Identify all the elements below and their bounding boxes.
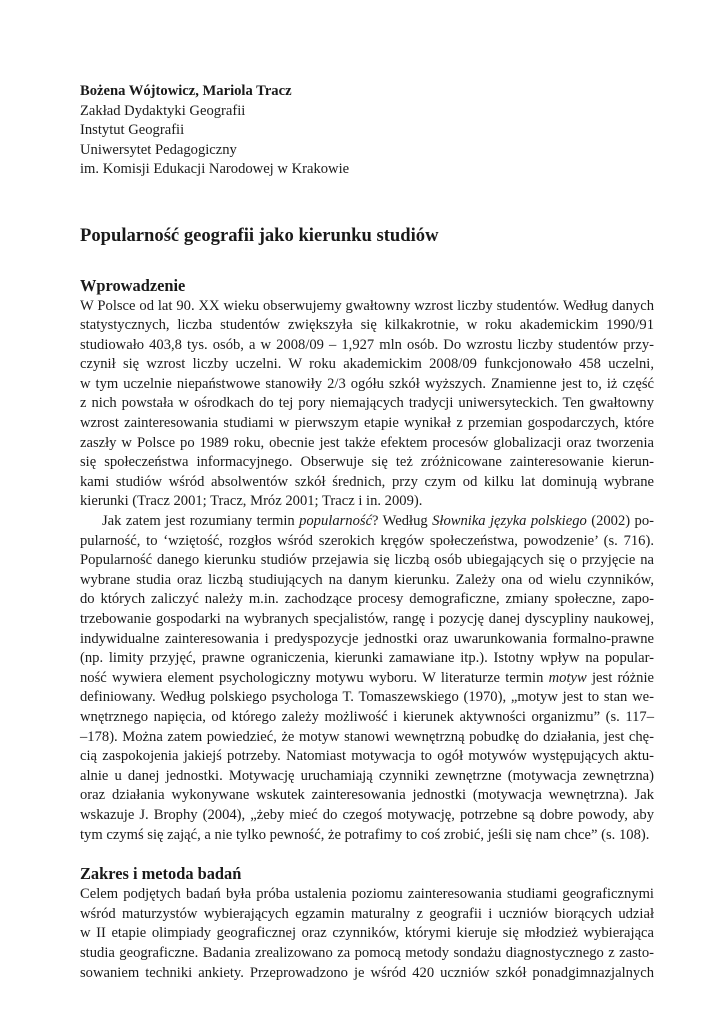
text-line: trzebowanie gospodarki na wybranych specjalistów, rangę i pozycję danej dyscypliny naukowej, (80, 611, 654, 627)
text-line: zaszły w Polsce po 1989 roku, obecnie jest także efektem procesów globalizacji oraz tworzenia (80, 434, 654, 451)
text-line: statystycznych, liczba studentów zwiększyła się kilkakrotnie, w roku akademickim 1990/91 (80, 317, 654, 334)
paragraph (80, 512, 654, 845)
document-page (80, 82, 654, 983)
text-line: studia geograficzne. Badania zrealizowano za pomocą metody sondażu diagnostycznego z zasto- (80, 944, 654, 961)
text-line: wskazuje J. Brophy (2004), „żeby mieć do czegoś motywację, potrzebne są dobre powody, aby (80, 806, 654, 823)
affiliation-line: Uniwersytet Pedagogiczny (80, 141, 237, 158)
text-line: (np. limity przyjęć, prawne ograniczenia, kierunki zamawiane itp.). Istotny wpływ na popular- (80, 650, 654, 667)
article-body (80, 275, 654, 984)
text-line: w tym uczelnie niepaństwowe stanowiły 2/3 ogółu szkół wyższych. Znamienne jest to, iż część (80, 375, 654, 392)
text-line: alnie u danej jednostki. Motywację uruchamiają czynniki zewnętrzne (motywacja zewnętrzna) (80, 767, 654, 784)
section-heading: Wprowadzenie (80, 275, 186, 295)
text-line: czynił się wzrost liczby uczelni. W roku akademickim 2008/09 funkcjonowało 458 uczelni, (80, 356, 654, 373)
text-line: pularność, to ‘wziętość, rozgłos wśród szerokich kręgów społeczeństwa, powodzenie’ (s. 716). (80, 532, 654, 549)
text-line: indywidualne zainteresowania i predyspozycje jednostki oraz uwarunkowania formalno-prawne (80, 630, 654, 647)
text-line: wnętrznego napięcia, od którego zależy możliwość i kierunek aktywności organizmu” (s. 117– (80, 708, 654, 725)
text-line: do których zaliczyć należy m.in. zachodzące procesy demograficzne, zmiany społeczne, zapo- (80, 591, 654, 608)
text-line: z nich powstała w ośrodkach do tej pory niemających tradycji uniwersyteckich. Ten gwałtowny (80, 395, 654, 412)
text-line: sowaniem techniki ankiety. Przeprowadzono je wśród 420 uczniów szkół ponadgimnazjalnych (80, 964, 654, 981)
text-line: tym czymś się zająć, a nie tylko pewność, że potrafimy to coś zrobić, jeśli się nam chce” (s. 108). (80, 826, 650, 843)
text-line: Popularność danego kierunku studiów przejawia się liczbą osób ubiegających się o przyjęcie na (80, 552, 654, 569)
affiliation-line: Zakład Dydaktyki Geografii (80, 102, 246, 119)
paragraph (80, 885, 654, 983)
text-line: kami studiów wśród absolwentów szkół średnich, przy czym od kilku lat dominują wybrane (80, 473, 654, 490)
text-line: ność wywiera element psychologiczny motywu wyboru. W literaturze termin motyw jest różnie (80, 669, 654, 686)
text-line: wzrost zainteresowania studiami w pierwszym etapie wynikał z przemian gospodarczych, które (80, 415, 654, 432)
author-block (80, 82, 654, 180)
text-line: oraz działania wykonywane wskutek zainteresowania jednostki (motywacja wewnętrzna). Jak (80, 787, 654, 804)
text-line: W Polsce od lat 90. XX wieku obserwujemy gwałtowny wzrost liczby studentów. Według danych (80, 297, 654, 314)
article-title: Popularność geografii jako kierunku studiów (80, 224, 439, 246)
author-names: Bożena Wójtowicz, Mariola Tracz (80, 83, 292, 99)
text-line: definiowany. Według polskiego psychologa T. Tomaszewskiego (1970), „motyw jest to stan we- (80, 689, 654, 706)
affiliation-line: Instytut Geografii (80, 122, 185, 138)
text-line: wybrane studia oraz liczbą studiujących na danym kierunku. Zależy ona od wielu czynników, (80, 571, 654, 588)
text-line: cią zaspokojenia jakiejś potrzeby. Natomiast motywacja to ogół motywów występujących aktu- (80, 748, 654, 765)
affiliation-line: im. Komisji Edukacji Narodowej w Krakowie (80, 161, 350, 177)
text-line: –178). Można zatem powiedzieć, że motyw stanowi wewnętrzną pobudkę do działania, jest chę- (80, 728, 654, 745)
paragraph (80, 297, 654, 513)
section-heading: Zakres i metoda badań (80, 864, 242, 884)
text-line: kierunki (Tracz 2001; Tracz, Mróz 2001; Tracz i in. 2009). (80, 493, 423, 510)
text-line: studiowało 403,8 tys. osób, a w 2008/09 – 1,927 mln osób. Do wzrostu liczby studentów przy- (80, 336, 654, 353)
text-line: w II etapie olimpiady geograficznej oraz czynników, którymi kieruje się młodzież wybierająca (80, 925, 654, 942)
text-line: Jak zatem jest rozumiany termin popularność? Według Słownika języka polskiego (2002) po- (102, 513, 654, 530)
text-line: wśród maturzystów wybierających egzamin maturalny z geografii i uczniów biorących udział (80, 905, 654, 922)
text-line: Celem podjętych badań była próba ustalenia poziomu zainteresowania studiami geograficznymi (80, 886, 654, 903)
text-line: się społeczeństwa informacyjnego. Obserwuje się też zróżnicowane zainteresowanie kierun- (80, 454, 654, 471)
